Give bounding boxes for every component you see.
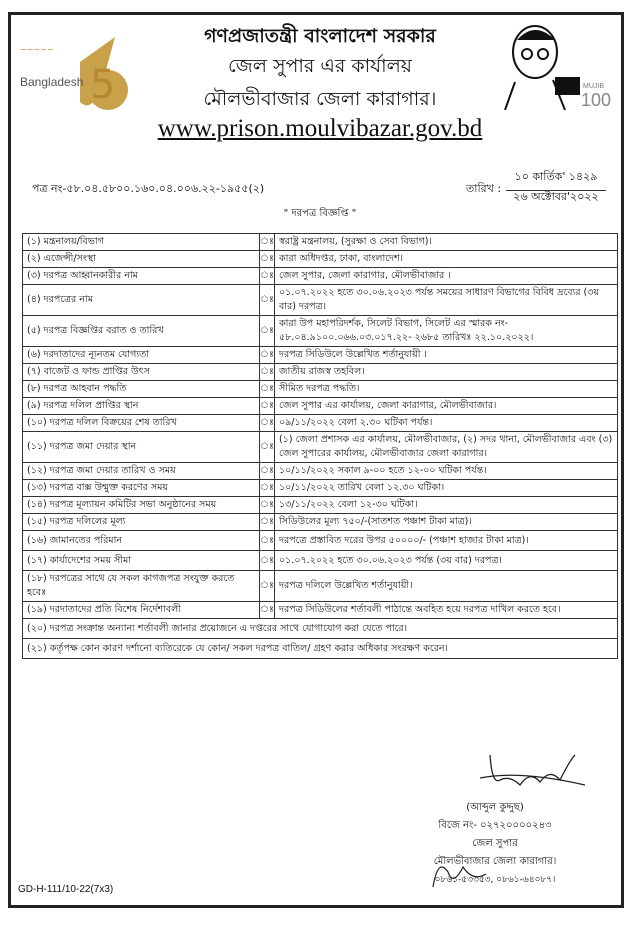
row-note: (২০) দরপত্র সংক্রান্ত অন্যান্য শর্তাবলী জানার প্রয়োজনে এ দপ্তরের সাথে যোগাযোগ করা যেতে পারে। xyxy=(23,619,618,639)
row-value: স্বরাষ্ট্র মন্ত্রনালয়, (সুরক্ষা ও সেবা বিভাগ)। xyxy=(274,234,617,251)
row-value: ০৯/১১/২০২২ বেলা ২.৩০ ঘটিকা পর্যন্ত। xyxy=(274,415,617,432)
prison-title: মৌলভীবাজার জেলা কারাগার। xyxy=(203,88,437,110)
row-colon: ঃ xyxy=(260,463,275,480)
row-value: জেল সুপার, জেলা কারাগার, মৌলভীবাজার । xyxy=(274,268,617,285)
row-label: (১৯) দরদাতাদের প্রতি বিশেষ নির্দেশাবলী xyxy=(23,602,260,619)
signatory-designation: জেল সুপার xyxy=(472,838,518,849)
office-title: জেল সুপার এর কার্যালয় xyxy=(228,55,412,77)
row-colon: ঃ xyxy=(260,531,275,551)
table-row xyxy=(23,285,618,316)
row-value: ০১.০৭.২০২২ হতে ৩০.০৬.২০২৩ পর্যন্ত (৩য় বার) দরপত্র। xyxy=(274,551,617,571)
row-value: ১০/১১/২০২২ তারিখ বেলা ১২.৩০ ঘটিকা। xyxy=(274,480,617,497)
table-row xyxy=(23,497,618,514)
government-title: গণপ্রজাতন্ত্রী বাংলাদেশ সরকার xyxy=(204,25,436,47)
svg-text:100: 100 xyxy=(581,90,612,110)
row-colon: ঃ xyxy=(260,432,275,463)
row-label: (১৫) দরপত্র দলিলের মূল্য xyxy=(23,514,260,531)
row-label: (৪) দরপত্রের নাম xyxy=(23,285,260,316)
row-label: (১১) দরপত্র জমা দেয়ার স্থান xyxy=(23,432,260,463)
table-row xyxy=(23,251,618,268)
row-label: (৯) দরপত্র দলিল প্রাপ্তির স্থান xyxy=(23,398,260,415)
svg-text:~~~~~: ~~~~~ xyxy=(20,45,54,54)
row-colon: ঃ xyxy=(260,234,275,251)
initial-signature xyxy=(428,852,488,892)
row-value: জাতীয় রাজস্ব তহবিল। xyxy=(274,364,617,381)
row-label: (২) এজেন্সী/সংস্থা xyxy=(23,251,260,268)
row-colon: ঃ xyxy=(260,398,275,415)
row-value: দরপত্রে প্রস্তাবিত দরের উপর ৫০০০০/- (পঞ্চাশ হাজার টাকা মাত্র)। xyxy=(274,531,617,551)
table-row xyxy=(23,463,618,480)
row-colon: ঃ xyxy=(260,551,275,571)
signatory-bp-number: বিজে নং- ০২৭২০০০০২৪৩ xyxy=(438,820,552,831)
signatory-name: (আব্দুল কুদ্দুছ) xyxy=(466,802,524,813)
table-row xyxy=(23,316,618,347)
row-label: (৩) দরপত্র আহ্বানকারীর নাম xyxy=(23,268,260,285)
row-colon: ঃ xyxy=(260,381,275,398)
row-value: দরপত্র দলিলে উল্লেখিত শর্তানুযায়ী। xyxy=(274,571,617,602)
svg-text:MUJIB: MUJIB xyxy=(583,83,604,90)
row-value: দরপত্র সিডিউলের শর্তাবলী পাঠান্তে অবহিত হয়ে দরপত্র দাখিল করতে হবে। xyxy=(274,602,617,619)
table-row xyxy=(23,551,618,571)
table-row xyxy=(23,381,618,398)
row-label: (৬) দরদাতাদের ন্যূনতম যোগ্যতা xyxy=(23,347,260,364)
row-colon: ঃ xyxy=(260,602,275,619)
row-value: ০১.০৭.২০২২ হতে ৩০.০৬.২০২৩ পর্যন্ত সময়ের সাধারণ বিভাগের বিবিধ দ্রব্যের (৩য় বার) দরপত্র। xyxy=(274,285,617,316)
table-row xyxy=(23,571,618,602)
row-value: কারা উপ মহাপরিদর্শক, সিলেট বিভাগ, সিলেট এর স্মারক নং- ৫৮.০৪.৯১০০.০৬৬.০৩.০১৭.২২- ২৬৮৫ তারিখঃ ২২.১০.২০২২। xyxy=(274,316,617,347)
row-colon: ঃ xyxy=(260,480,275,497)
row-label: (৭) বাজেট ও ফান্ড প্রাপ্তির উৎস xyxy=(23,364,260,381)
svg-text:5: 5 xyxy=(90,62,116,108)
table-row xyxy=(23,268,618,285)
row-colon: ঃ xyxy=(260,347,275,364)
row-label: (১০) দরপত্র দলিল বিক্রয়ের শেষ তারিখ xyxy=(23,415,260,432)
table-row xyxy=(23,432,618,463)
date-label: তারিখ : xyxy=(466,182,502,195)
row-colon: ঃ xyxy=(260,514,275,531)
row-value: ১০/১১/২০২২ সকাল ৯-০০ হতে ১২-০০ ঘটিকা পর্যন্ত। xyxy=(274,463,617,480)
row-label: (৫) দরপত্র বিজ্ঞপ্তির বরাত ও তারিখ xyxy=(23,316,260,347)
footer-code: GD-H-111/10-22(7x3) xyxy=(18,884,114,895)
table-row-full xyxy=(23,619,618,639)
date-english: ২৬ অক্টোবর'২০২২ xyxy=(513,190,599,203)
date-bangla: ১০ কার্তিক' ১৪২৯ xyxy=(506,168,606,191)
table-row xyxy=(23,398,618,415)
row-value: জেল সুপার এর কার্যালয়, জেলা কারাগার, মৌলভীবাজার। xyxy=(274,398,617,415)
row-colon: ঃ xyxy=(260,316,275,347)
row-colon: ঃ xyxy=(260,571,275,602)
table-row xyxy=(23,480,618,497)
row-colon: ঃ xyxy=(260,285,275,316)
memo-number: পত্র নং-৫৮.০৪.৫৮০০.১৬০.০৪.০০৬.২২-১৯৫৫(২) xyxy=(32,182,265,195)
signatory-phones: ০৮৬১-৫৩৩৫৩, ০৮৬১-৬৪০৮৭। xyxy=(434,875,556,885)
row-label: (১৭) কার্যাদেশের সময় সীমা xyxy=(23,551,260,571)
table-row xyxy=(23,234,618,251)
row-label: (১৩) দরপত্র বাক্স উম্মুক্ত করণের সময় xyxy=(23,480,260,497)
row-note: (২১) কর্তৃপক্ষ কোন কারণ দর্শানো ব্যতিরেকে যে কোন/ সকল দরপত্র বাতিল/ গ্রহণ করার অধিকার সংরক্ষণ করেন। xyxy=(23,639,618,659)
row-label: (৮) দরপত্র আহবান পদ্ধতি xyxy=(23,381,260,398)
table-row xyxy=(23,415,618,432)
website-link[interactable]: www.prison.moulvibazar.gov.bd xyxy=(157,115,483,142)
row-colon: ঃ xyxy=(260,268,275,285)
table-row xyxy=(23,531,618,551)
row-colon: ঃ xyxy=(260,251,275,268)
row-value: কারা অধিদপ্তর, ঢাকা, বাংলাদেশ। xyxy=(274,251,617,268)
row-label: (১) মন্ত্রনালয়/বিভাগ xyxy=(23,234,260,251)
row-label: (১২) দরপত্র জমা দেয়ার তারিখ ও সময় xyxy=(23,463,260,480)
row-value: (১) জেলা প্রশাসক এর কার্যালয়, মৌলভীবাজার, (২) সদর থানা, মৌলভীবাজার এবং (৩) জেল সুপারের কার্যালয়, মৌলভীবাজার জেলা কারাগার। xyxy=(274,432,617,463)
row-value: ১৩/১১/২০২২ বেলা ১২-৩০ ঘটিকা। xyxy=(274,497,617,514)
row-label: (১৮) দরপত্রের সাথে যে সকল কাগজপত্র সংযুক্ত করতে হবেঃ xyxy=(23,571,260,602)
table-row-full xyxy=(23,639,618,659)
signatory-office: মৌলভীবাজার জেলা কারাগার। xyxy=(433,856,557,867)
logo-bangladesh-text: Bangladesh xyxy=(20,75,84,89)
row-value: দরপত্র সিডিউলে উল্লেখিত শর্তানুযায়ী । xyxy=(274,347,617,364)
row-colon: ঃ xyxy=(260,415,275,432)
tender-details-table xyxy=(22,233,618,659)
row-label: (১৬) জামানতের পরিমান xyxy=(23,531,260,551)
table-row xyxy=(23,364,618,381)
signature-image xyxy=(470,750,590,800)
table-row xyxy=(23,514,618,531)
row-value: সীমিত দরপত্র পদ্ধতি। xyxy=(274,381,617,398)
row-value: সিডিউলের মূল্য ৭৫০/-(সাতশত পঞ্চাশ টাকা মাত্র)। xyxy=(274,514,617,531)
row-colon: ঃ xyxy=(260,497,275,514)
notice-title: " দরপত্র বিজ্ঞপ্তি " xyxy=(283,208,357,219)
row-label: (১৪) দরপত্র মূল্যায়ন কমিটির সভা অনুষ্ঠানের সময় xyxy=(23,497,260,514)
table-row xyxy=(23,347,618,364)
row-colon: ঃ xyxy=(260,364,275,381)
table-row xyxy=(23,602,618,619)
